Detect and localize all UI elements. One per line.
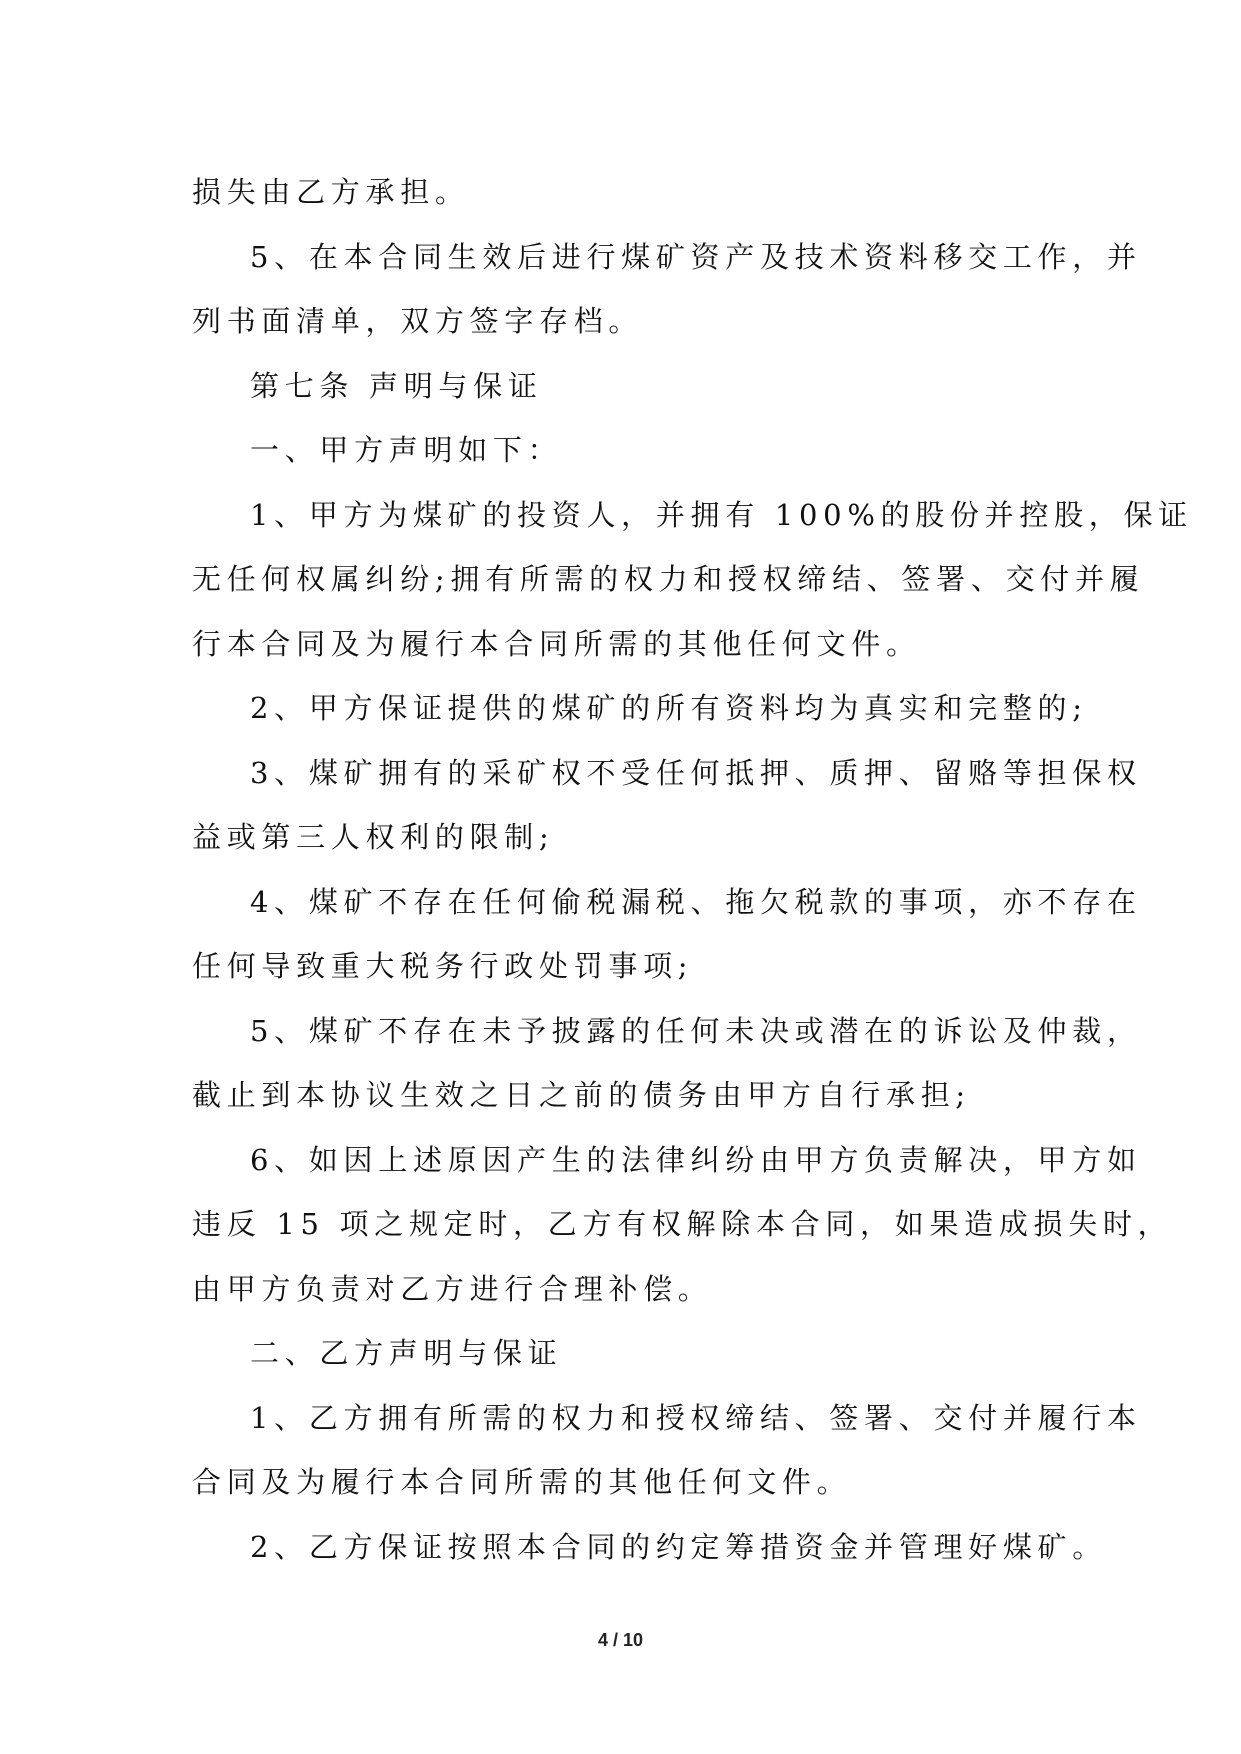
page-number: 4 / 10 [597, 1630, 644, 1650]
text-line: 第七条 声明与保证 [250, 368, 543, 403]
paragraph [192, 1515, 1107, 1580]
text-line: 6、如因上述原因产生的法律纠纷由甲方负责解决，甲方如 [250, 1142, 1142, 1177]
text-line: 5、煤矿不存在未予披露的任何未决或潜在的诉讼及仲裁， [250, 1013, 1142, 1048]
text-line: 4、煤矿不存在任何偷税漏税、拖欠税款的事项，亦不存在 [250, 884, 1142, 919]
text-line: 3、煤矿拥有的采矿权不受任何抵押、质押、留赂等担保权 [250, 755, 1142, 790]
document-body [192, 160, 1193, 1579]
paragraph [192, 676, 1088, 741]
text-line: 由甲方负责对乙方进行合理补偿。 [192, 1271, 713, 1306]
text-line: 5、在本合同生效后进行煤矿资产及技术资料移交工作，并 [250, 239, 1142, 274]
subsection-heading [192, 418, 1060, 483]
paragraph [192, 870, 1142, 999]
text-line: 违反 15 项之规定时，乙方有权解除本合同，如果造成损失时， [192, 1207, 1173, 1241]
text-line: 2、甲方保证提供的煤矿的所有资料均为真实和完整的; [250, 691, 1088, 725]
text-line: 1、乙方拥有所需的权力和授权缔结、签署、交付并履行本 [250, 1400, 1142, 1435]
text-line: 任何导致重大税务行政处罚事项; [192, 949, 694, 983]
text-line: 2、乙方保证按照本合同的约定筹措资金并管理好煤矿。 [250, 1529, 1107, 1564]
text-line: 益或第三人权利的限制; [192, 820, 555, 854]
text-line: 二、乙方声明与保证 [250, 1336, 563, 1370]
text-line: 损失由乙方承担。 [192, 175, 470, 209]
paragraph [192, 1386, 1142, 1515]
paragraph [192, 1128, 1173, 1322]
text-line: 合同及为履行本合同所需的其他任何文件。 [192, 1465, 852, 1499]
text-line: 列书面清单，双方签字存档。 [192, 304, 644, 338]
subsection-heading [192, 1321, 1060, 1386]
section-heading [192, 354, 1060, 419]
text-line: 1、甲方为煤矿的投资人，并拥有 100%的股份并控股，保证 [250, 497, 1193, 532]
text-line: 行本合同及为履行本合同所需的其他任何文件。 [192, 626, 921, 661]
paragraph [192, 999, 1142, 1128]
text-line: 无任何权属纠纷;拥有所需的权力和授权缔结、签署、交付并履 [192, 562, 1145, 596]
text-line: 一、甲方声明如下： [250, 433, 563, 467]
text-line: 截止到本协议生效之日之前的债务由甲方自行承担; [192, 1078, 971, 1112]
paragraph [192, 483, 1193, 677]
paragraph [192, 741, 1142, 870]
paragraph [192, 225, 1142, 354]
paragraph [192, 160, 1060, 225]
